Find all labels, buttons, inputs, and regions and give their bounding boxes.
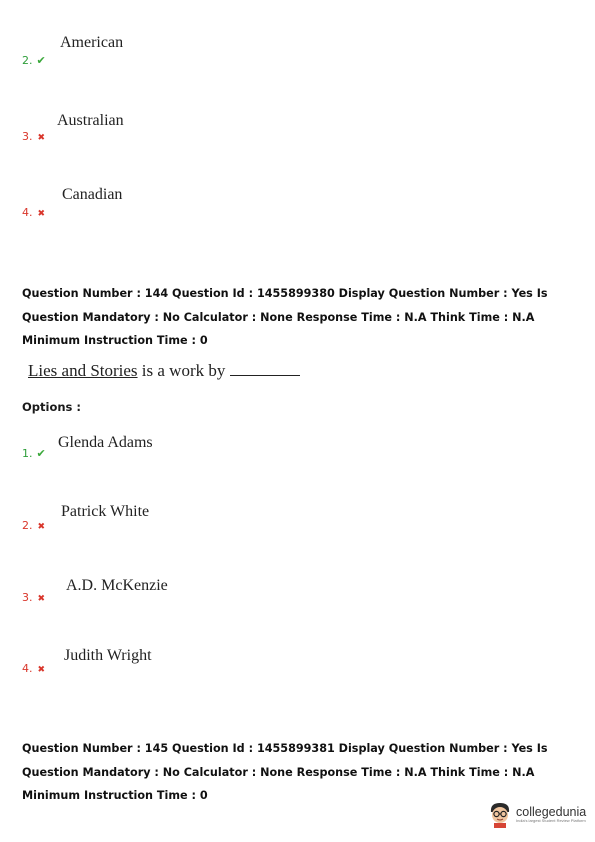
option-text: Glenda Adams: [58, 434, 153, 451]
option-text: Judith Wright: [64, 647, 152, 664]
answer-blank: [230, 361, 300, 376]
options-label: Options :: [22, 400, 81, 414]
option-text: Patrick White: [61, 503, 150, 520]
question-text: [28, 361, 300, 381]
option-number: 1. ✔: [22, 447, 46, 460]
cross-icon: ✖: [37, 209, 46, 219]
cross-icon: ✖: [37, 133, 46, 143]
cross-icon: ✖: [37, 594, 46, 604]
option-text: Canadian: [62, 186, 123, 203]
option-number: 3. ✖: [22, 130, 46, 143]
option-text: American: [60, 34, 124, 51]
mascot-icon: [487, 800, 513, 828]
question-meta-145: Question Number : 145 Question Id : 1455899381 Display Question Number : Yes Is Question Mandatory : No Calculator : None Response Time : N.A Think Time : N.A Minimum Instruction Time : 0: [22, 742, 548, 802]
logo-name: collegedunia: [516, 804, 587, 819]
question-rest: is a work by: [137, 361, 226, 380]
check-icon: ✔: [36, 447, 46, 460]
collegedunia-logo: [487, 800, 586, 828]
option-number: 2. ✔: [22, 54, 46, 67]
option-number: 2. ✖: [22, 519, 46, 532]
option-number: 4. ✖: [22, 206, 46, 219]
option-number: 4. ✖: [22, 662, 46, 675]
cross-icon: ✖: [37, 665, 46, 675]
logo-tagline: India's largest Student Review Platform: [516, 817, 586, 823]
cross-icon: ✖: [37, 522, 46, 532]
option-text: Australian: [57, 112, 124, 129]
question-meta-144: Question Number : 144 Question Id : 1455899380 Display Question Number : Yes Is Question Mandatory : No Calculator : None Response Time : N.A Think Time : N.A Minimum Instruction Time : 0: [22, 287, 548, 347]
option-text: A.D. McKenzie: [66, 577, 168, 594]
check-icon: ✔: [36, 54, 46, 67]
option-number: 3. ✖: [22, 591, 46, 604]
question-title: Lies and Stories: [28, 361, 138, 380]
